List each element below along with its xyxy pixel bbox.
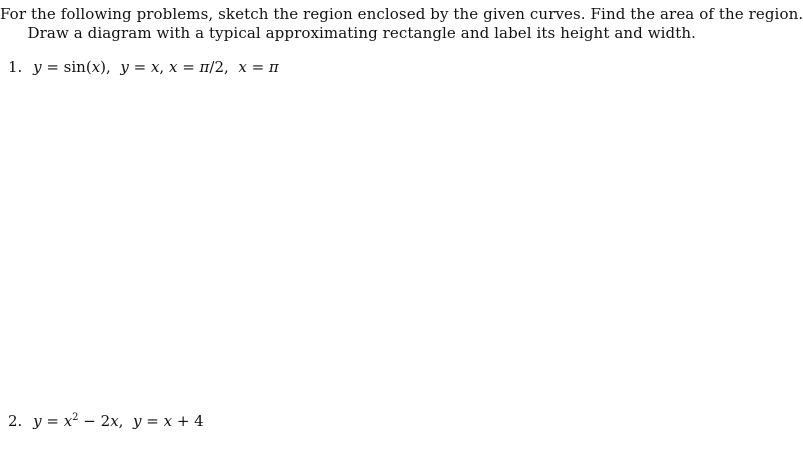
problem-2-equation — [33, 412, 204, 430]
instructions — [0, 5, 803, 43]
equation-part: y = x + 4 — [132, 412, 204, 430]
equation-part: $y = x^2 - 2x$, — [33, 412, 124, 430]
equation-part: y = sin(x), — [33, 58, 111, 76]
problem-1-work-area — [0, 80, 700, 410]
instructions-line-1: For the following problems, sketch the region enclosed by the given curves. Find the area of the region. — [0, 5, 803, 23]
equation-part: x = π — [238, 58, 279, 76]
equation-part: x = π/2, — [168, 58, 229, 76]
problem-2-number: 2. — [8, 412, 23, 430]
problem-1-number: 1. — [8, 58, 23, 76]
problem-1 — [8, 58, 279, 77]
instructions-line-2: Draw a diagram with a typical approximating rectangle and label its height and width. — [27, 24, 696, 42]
problem-2 — [8, 412, 204, 431]
equation-part: y = x, — [120, 58, 165, 76]
problem-1-equation — [33, 58, 279, 76]
